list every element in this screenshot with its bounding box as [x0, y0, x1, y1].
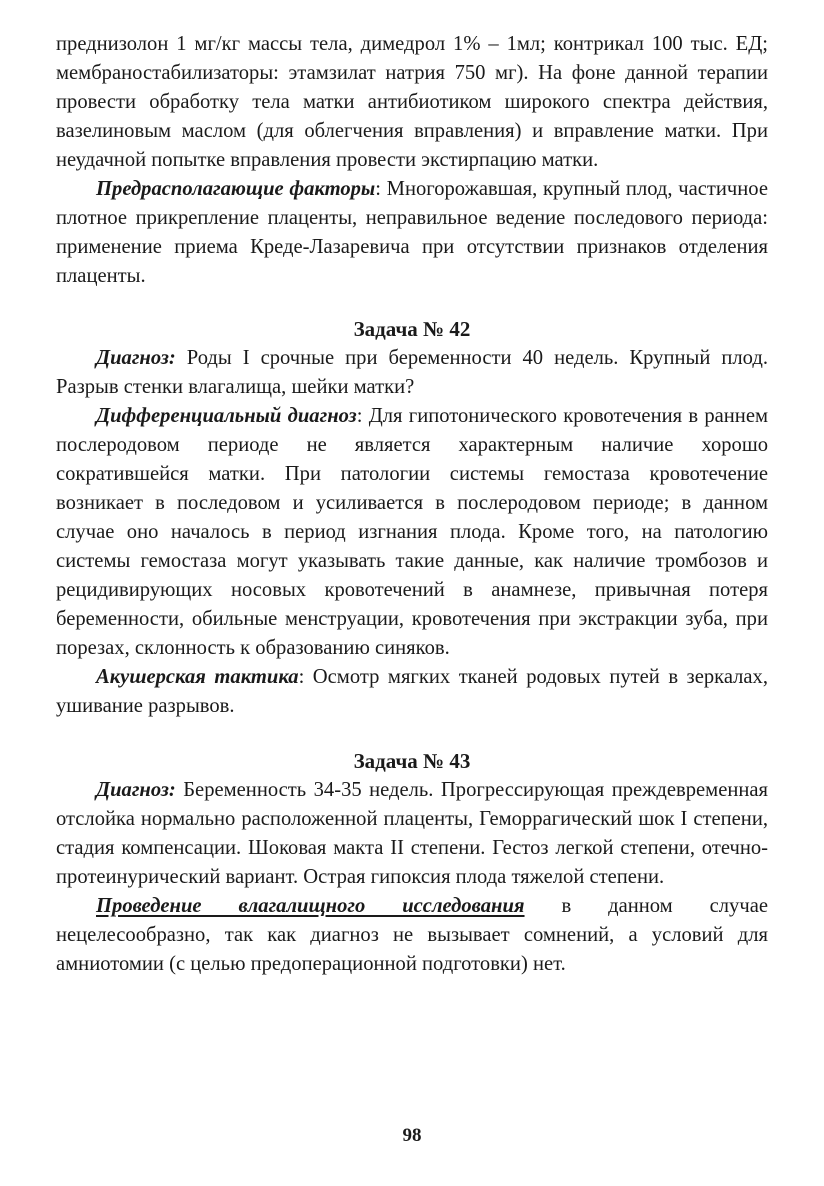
task-42-tactics-label: Акушерская тактика — [96, 666, 299, 688]
task-43-diagnosis-text: Беременность 34-35 недель. Прогрессирующая преждевременная отслойка нормально расположенной плаценты, Геморрагический шок I степени, стадия компенсации. Шоковая макта II степени. Гестоз легкой степени, отечно-протеинурический вариант. Острая гипоксия плода тяжелой степени. — [56, 779, 768, 888]
task-43-diagnosis-label: Диагноз: — [96, 779, 176, 801]
task-42-differential-label: Дифференциальный диагноз — [96, 405, 357, 427]
intro-paragraph: преднизолон 1 мг/кг массы тела, димедрол 1% – 1мл; контрикал 100 тыс. ЕД; мембраностабилизаторы: этамзилат натрия 750 мг). На фоне данной терапии провести обработку тела матки антибиотиком широкого спектра действия, вазелиновым маслом (для облегчения вправления) и вправление матки. При неудачной попытке вправления провести экстирпацию матки. — [56, 33, 768, 171]
factors-label: Предрасполагающие факторы — [96, 178, 376, 200]
task-42-diagnosis — [56, 344, 768, 402]
page-number: 98 — [402, 1125, 422, 1146]
task-43-exam — [56, 892, 768, 979]
task-42-tactics — [56, 663, 768, 721]
task-42-differential — [56, 402, 768, 663]
task-43-title: Задача № 43 — [353, 749, 471, 773]
task-42-diagnosis-text: Роды I срочные при беременности 40 недель. Крупный плод. Разрыв стенки влагалища, шейки матки? — [56, 347, 768, 398]
task-42-tactics-text: : Осмотр мягких тканей родовых путей в зеркалах, ушивание разрывов. — [56, 666, 769, 717]
task-43-exam-text: в данном случае нецелесообразно, так как диагноз не вызывает сомнений, а условий для амниотомии (с целью предоперационной подготовки) нет. — [56, 895, 768, 975]
factors-paragraph — [56, 175, 768, 291]
section-gap — [56, 721, 768, 747]
task-43-diagnosis — [56, 776, 768, 892]
task-42-differential-text: : Для гипотонического кровотечения в раннем послеродовом периоде не является характерным наличие хорошо сократившейся матки. При патологии системы гемостаза кровотечение возникает в последовом и усиливается в послеродовом периоде; в данном случае оно началось в период изгнания плода. Кроме того, на патологию системы гемостаза могут указывать такие данные, как наличие тромбозов и рецидивирующих носовых кровотечений в анамнезе, привычная потеря беременности, обильные менструации, кровотечения при экстракции зуба, при порезах, склонность к образованию синяков. — [56, 405, 768, 659]
section-gap — [56, 291, 768, 315]
task-42-diagnosis-label: Диагноз: — [96, 347, 176, 369]
factors-text: : Многорожавшая, крупный плод, частичное плотное прикрепление плаценты, неправильное ведение последового периода: применение приема Креде-Лазаревича при отсутствии признаков отделения плаценты. — [56, 178, 768, 287]
task-43-exam-label: Проведение влагалищного исследования — [96, 895, 525, 917]
task-42-title: Задача № 42 — [353, 317, 471, 341]
